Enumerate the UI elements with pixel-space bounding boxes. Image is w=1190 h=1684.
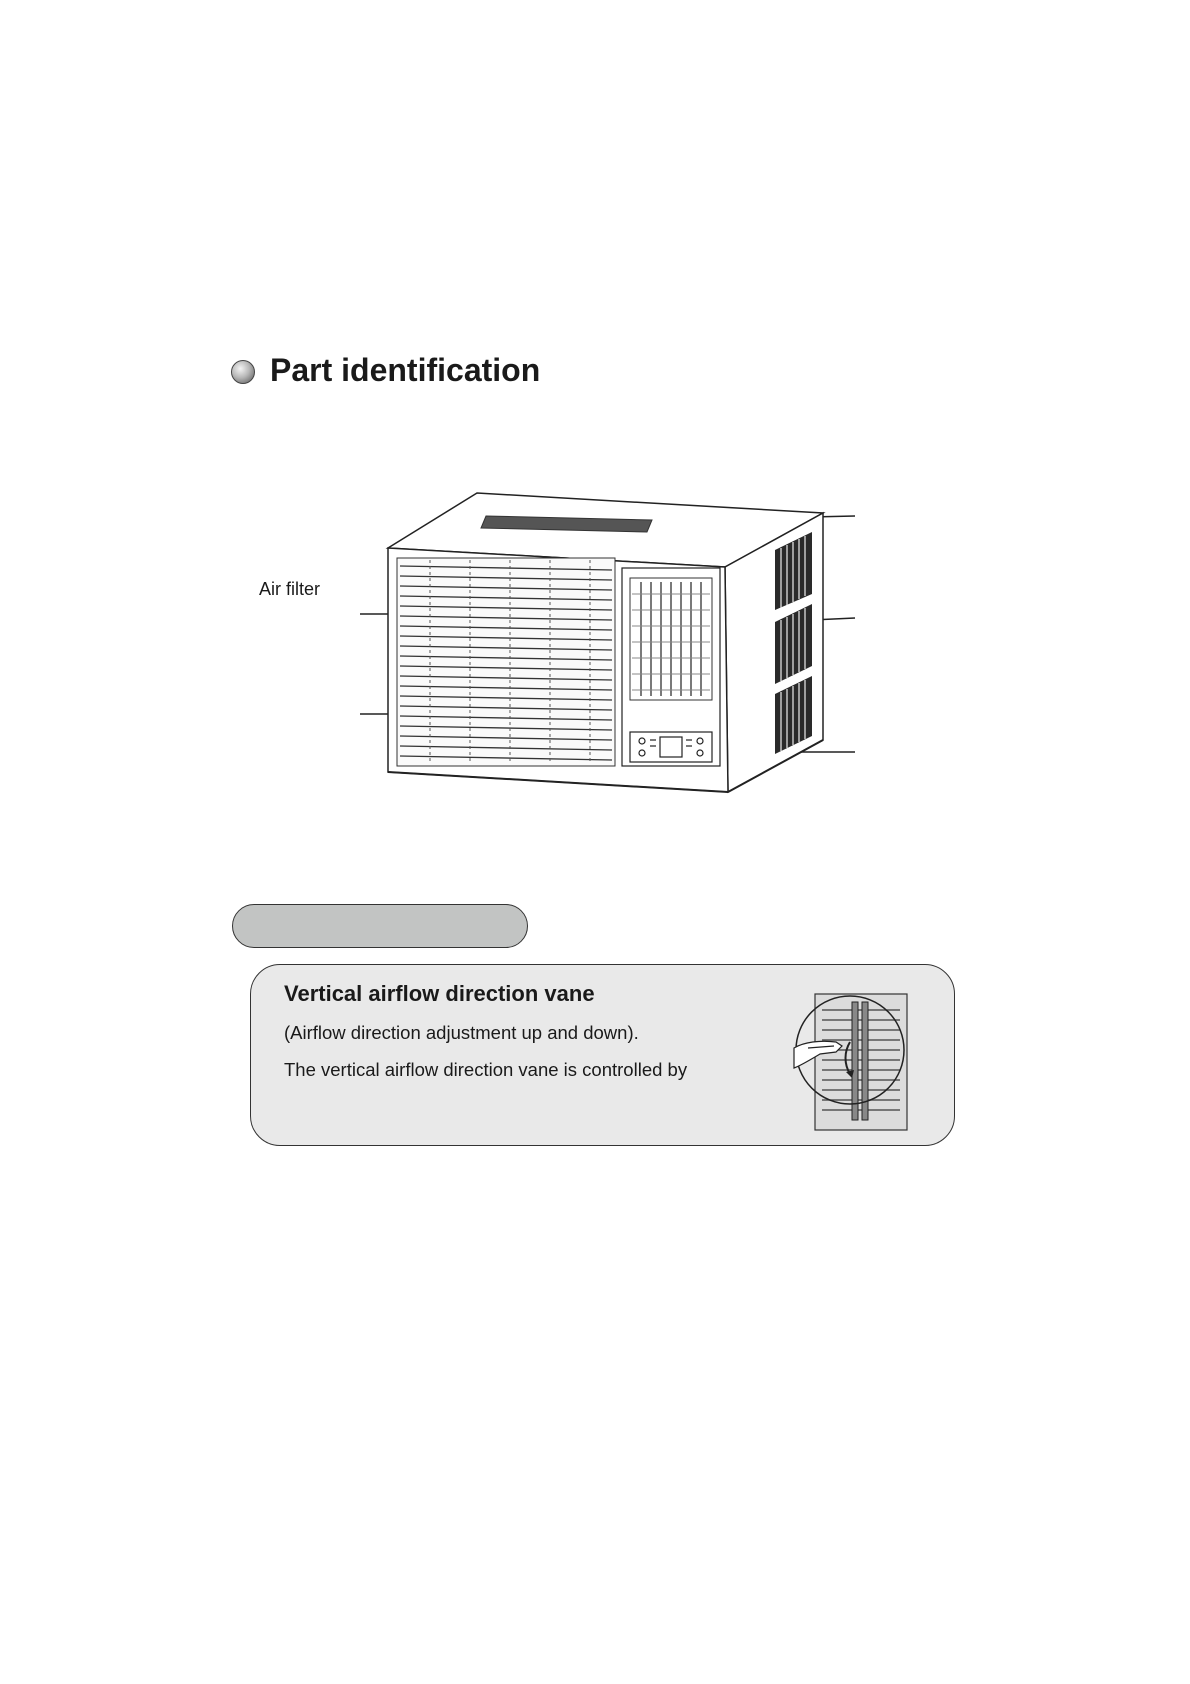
- section-tab-pill: [232, 904, 528, 948]
- info-panel-line1: (Airflow direction adjustment up and down).: [284, 1022, 639, 1043]
- info-panel-line2: The vertical airflow direction vane is controlled by: [284, 1059, 688, 1080]
- info-panel-heading: Vertical airflow direction vane: [284, 981, 595, 1006]
- label-air-filter: Air filter: [259, 579, 321, 599]
- section-title: Part identification: [270, 352, 541, 388]
- vertical-vane-illustration: [790, 990, 940, 1140]
